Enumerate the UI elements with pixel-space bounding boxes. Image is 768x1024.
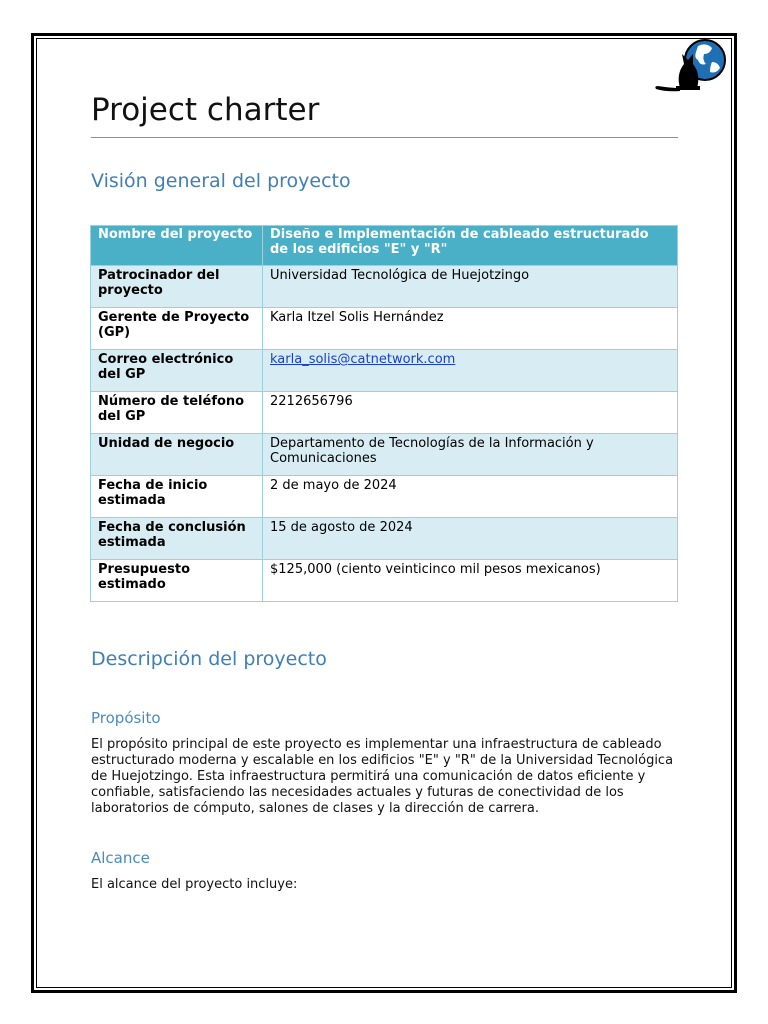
scope-heading: Alcance	[91, 849, 150, 867]
row-label: Patrocinador del proyecto	[91, 266, 263, 308]
table-header-row	[91, 226, 678, 266]
table-row	[91, 476, 678, 518]
table-row	[91, 350, 678, 392]
row-label: Correo electrónico del GP	[91, 350, 263, 392]
email-link[interactable]: karla_solis@catnetwork.com	[270, 352, 456, 367]
project-info-table	[90, 225, 678, 602]
row-value: Universidad Tecnológica de Huejotzingo	[263, 266, 678, 308]
row-label: Fecha de conclusión estimada	[91, 518, 263, 560]
row-value: 2 de mayo de 2024	[263, 476, 678, 518]
overview-heading: Visión general del proyecto	[91, 170, 351, 192]
table-row	[91, 392, 678, 434]
row-label: Unidad de negocio	[91, 434, 263, 476]
scope-paragraph: El alcance del proyecto incluye:	[91, 877, 298, 892]
table-row	[91, 308, 678, 350]
description-heading: Descripción del proyecto	[91, 648, 327, 670]
row-label: Presupuesto estimado	[91, 560, 263, 602]
row-label: Fecha de inicio estimada	[91, 476, 263, 518]
cat-globe-logo	[650, 36, 730, 96]
table-row	[91, 560, 678, 602]
table-row	[91, 434, 678, 476]
row-value: $125,000 (ciento veinticinco mil pesos mexicanos)	[263, 560, 678, 602]
purpose-paragraph: El propósito principal de este proyecto es implementar una infraestructura de cableado estructurado moderna y escalable en los edificios "E" y "R" de la Universidad Tecnológica de Huejotzingo. Esta infraestructura permitirá una comunicación de datos eficiente y confiable, satisfaciendo las necesidades actuales y futuras de conectividad de los laboratorios de cómputo, salones de clases y la dirección de carrera.	[91, 737, 674, 816]
row-value: 2212656796	[263, 392, 678, 434]
project-name-value: Diseño e Implementación de cableado estructurado de los edificios "E" y "R"	[263, 226, 678, 266]
purpose-heading: Propósito	[91, 709, 161, 727]
project-name-label: Nombre del proyecto	[91, 226, 263, 266]
row-label: Número de teléfono del GP	[91, 392, 263, 434]
row-value	[263, 350, 678, 392]
row-value: 15 de agosto de 2024	[263, 518, 678, 560]
row-label: Gerente de Proyecto (GP)	[91, 308, 263, 350]
table-row	[91, 266, 678, 308]
table-row	[91, 518, 678, 560]
page-title: Project charter	[91, 92, 320, 128]
title-rule	[91, 137, 678, 138]
row-value: Departamento de Tecnologías de la Información y Comunicaciones	[263, 434, 678, 476]
row-value: Karla Itzel Solis Hernández	[263, 308, 678, 350]
